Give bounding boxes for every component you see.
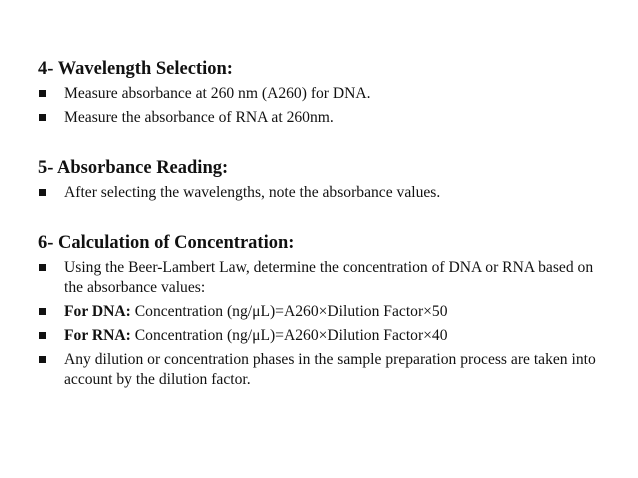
section-calculation-of-concentration <box>38 232 598 394</box>
section-heading: 4- Wavelength Selection: <box>38 59 233 79</box>
square-bullet-icon <box>39 90 46 97</box>
square-bullet-icon <box>39 264 46 271</box>
bullet-list <box>38 84 598 128</box>
list-item <box>38 84 598 104</box>
list-item <box>38 258 598 298</box>
square-bullet-icon <box>39 356 46 363</box>
bullet-list <box>38 183 598 203</box>
item-text: After selecting the wavelengths, note the absorbance values. <box>64 184 441 201</box>
square-bullet-icon <box>39 114 46 121</box>
list-item <box>38 350 598 390</box>
item-text: Any dilution or concentration phases in the sample preparation process are taken into account by the dilution factor. <box>64 351 596 388</box>
square-bullet-icon <box>39 332 46 339</box>
bullet-list <box>38 258 598 390</box>
section-heading: 5- Absorbance Reading: <box>38 158 229 178</box>
section-heading: 6- Calculation of Concentration: <box>38 233 295 253</box>
item-text: Concentration (ng/μL)=A260×Dilution Factor×40 <box>130 327 448 344</box>
square-bullet-icon <box>39 189 46 196</box>
section-wavelength-selection <box>38 58 598 132</box>
section-absorbance-reading <box>38 157 598 207</box>
item-bold-label: For RNA: <box>64 327 131 344</box>
list-item <box>38 108 598 128</box>
item-text: Measure the absorbance of RNA at 260nm. <box>64 109 334 126</box>
list-item <box>38 183 598 203</box>
square-bullet-icon <box>39 308 46 315</box>
item-bold-label: For DNA: <box>64 303 131 320</box>
list-item <box>38 302 598 322</box>
list-item <box>38 326 598 346</box>
item-text: Concentration (ng/μL)=A260×Dilution Factor×50 <box>130 303 448 320</box>
item-text: Measure absorbance at 260 nm (A260) for DNA. <box>64 85 371 102</box>
item-text: Using the Beer-Lambert Law, determine the concentration of DNA or RNA based on the absorbance values: <box>64 259 594 296</box>
